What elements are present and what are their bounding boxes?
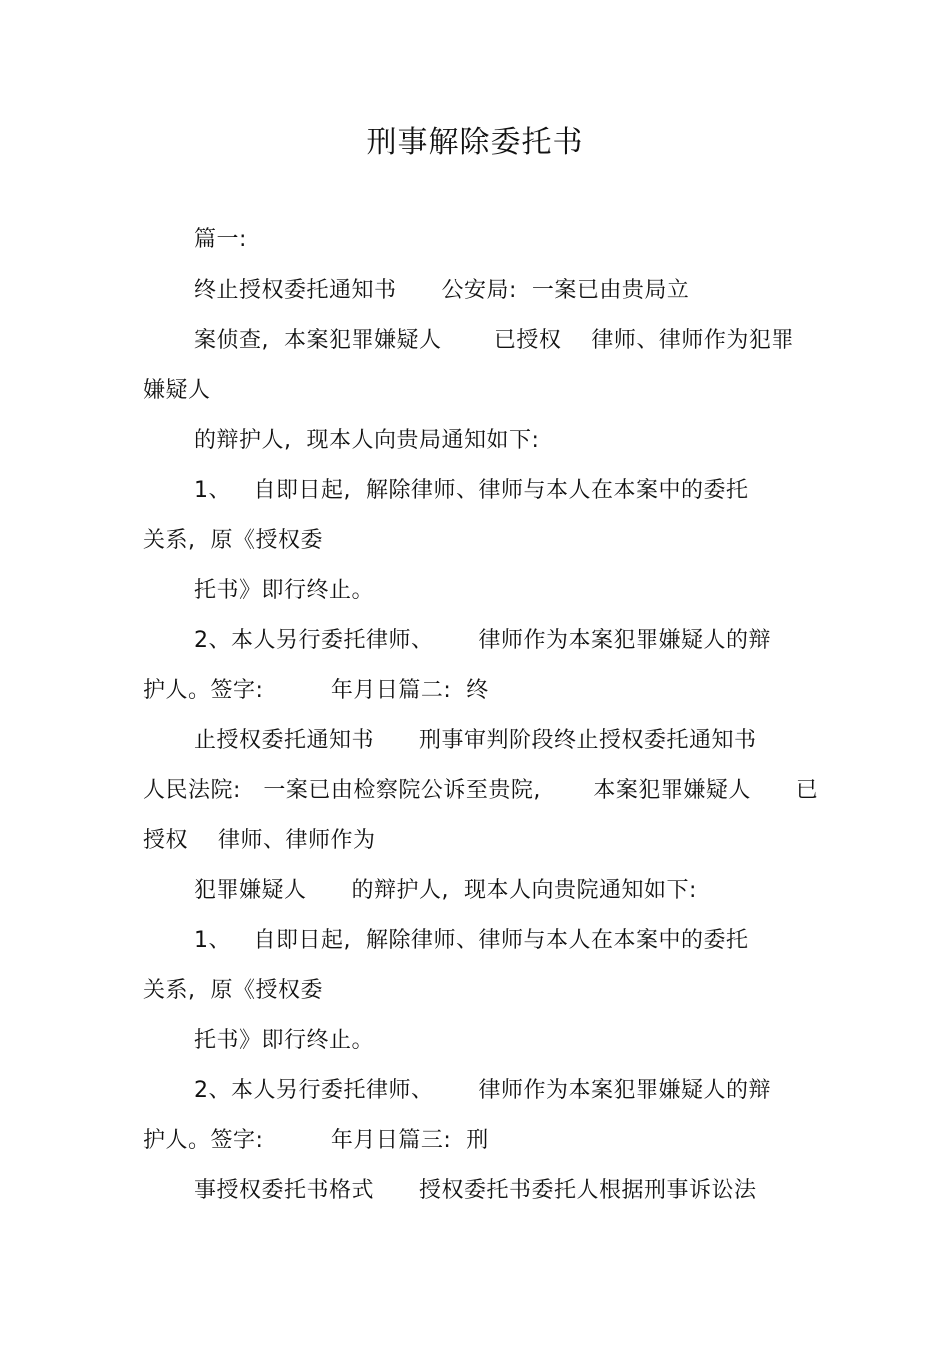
text-line: 案侦查, 本案犯罪嫌疑人 已授权 律师、律师作为犯罪: [194, 328, 794, 353]
text-line: 护人。签字: 年月日篇二: 终: [143, 678, 489, 703]
text-line: 护人。签字: 年月日篇三: 刑: [143, 1128, 489, 1153]
text-line: 关系, 原《授权委: [143, 528, 323, 553]
text-line: 1、 自即日起, 解除律师、律师与本人在本案中的委托: [194, 478, 749, 503]
text-line: 事授权委托书格式 授权委托书委托人根据刑事诉讼法: [194, 1178, 757, 1203]
text-line: 2、本人另行委托律师、 律师作为本案犯罪嫌疑人的辩: [194, 628, 771, 653]
text-line: 1、 自即日起, 解除律师、律师与本人在本案中的委托: [194, 928, 749, 953]
text-line: 托书》即行终止。: [194, 1028, 375, 1053]
text-line: 授权 律师、律师作为: [143, 828, 376, 853]
text-line: 犯罪嫌疑人 的辩护人, 现本人向贵院通知如下:: [194, 878, 697, 903]
text-line: 2、本人另行委托律师、 律师作为本案犯罪嫌疑人的辩: [194, 1078, 771, 1103]
text-line: 人民法院: 一案已由检察院公诉至贵院, 本案犯罪嫌疑人 已: [143, 778, 819, 803]
text-line: 终止授权委托通知书 公安局: 一案已由贵局立: [194, 278, 690, 303]
text-line: 的辩护人, 现本人向贵局通知如下:: [194, 428, 540, 453]
text-line: 托书》即行终止。: [194, 578, 375, 603]
text-line: 嫌疑人: [143, 378, 211, 403]
document-title: 刑事解除委托书: [366, 125, 584, 160]
text-line: 止授权委托通知书 刑事审判阶段终止授权委托通知书: [194, 728, 757, 753]
text-line: 篇一:: [194, 227, 247, 252]
text-line: 关系, 原《授权委: [143, 978, 323, 1003]
